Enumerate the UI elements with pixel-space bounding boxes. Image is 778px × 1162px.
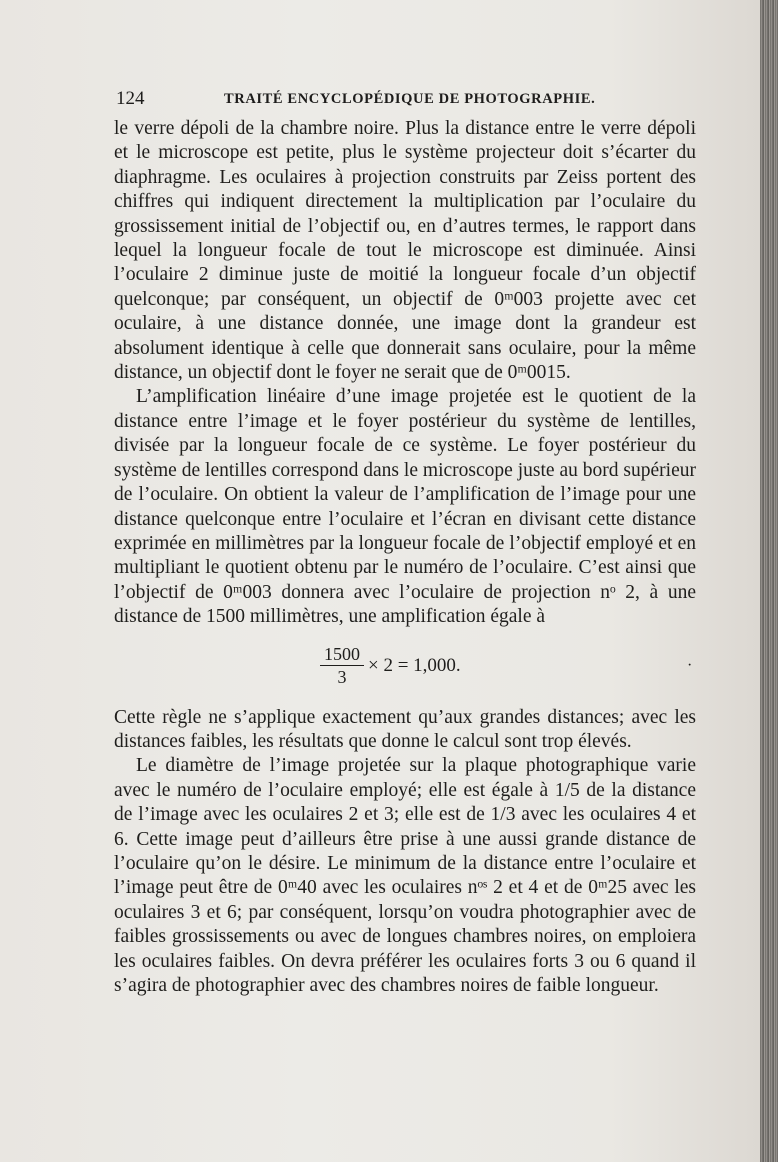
paragraph-2: L’amplification linéaire d’une image projetée est le quotient de la distance entre l’image et le foyer postérieur du système de lentilles, divisée par la longueur focale de ce système. Le foyer postérieur du système de lentilles correspond dans le microscope juste au bord supérieur de l’oculaire. On obtient la valeur de l’amplification de l’image pour une distance quelconque entre l’oculaire et l’écran en divisant cette distance exprimée en millimètres par la longueur focale de l’objectif employé et en multipliant le quotient obtenu par le numéro de l’oculaire. C’est ainsi que l’objectif de 0ᵐ003 donnera avec l’oculaire de projection nᵒ 2, à une distance de 1500 millimètres, une amplification égale à (114, 386, 696, 628)
formula-rest: × 2 = 1,000. (368, 654, 461, 676)
paragraph-3: Cette règle ne s’applique exactement qu’aux grandes distances; avec les distances faibles, les résultats que donne le calcul sont trop élevés. (114, 706, 696, 752)
amplification-formula (114, 630, 696, 706)
page-number: 124 (116, 88, 145, 109)
paragraph-1: le verre dépoli de la chambre noire. Plus la distance entre le verre dépoli et le microscope est petite, plus le système projecteur doit s’écarter du diaphragme. Les oculaires à projection construits par Zeiss portent des chiffres qui indiquent directement la multiplication par l’oculaire du grossissement initial de l’objectif ou, en d’autres termes, le rapport dans lequel la longueur focale de tout le microscope est diminuée. Ainsi l’oculaire 2 diminue juste de moitié la longueur focale d’un objectif quelconque; par conséquent, un objectif de 0ᵐ003 projette avec cet oculaire, à une distance donnée, une image dont la grandeur est absolument identique à celle que donnerait sans oculaire, pour la même distance, un objectif dont le foyer ne serait que de 0ᵐ0015. (114, 118, 696, 384)
formula-fraction (320, 644, 364, 687)
running-title: TRAITÉ ENCYCLOPÉDIQUE DE PHOTOGRAPHIE. (224, 91, 596, 107)
formula-denominator: 3 (337, 666, 347, 687)
stray-mark: · (687, 656, 693, 674)
page-block-edge (760, 0, 778, 1162)
body-text (114, 117, 696, 998)
page-header (116, 88, 696, 114)
paragraph-4: Le diamètre de l’image projetée sur la plaque photographique varie avec le numéro de l’oculaire employé; elle est égale à 1/5 de la distance de l’image avec les oculaires 2 et 3; elle est de 1/3 avec les oculaires 4 et 6. Cette image peut d’ailleurs être prise à une aussi grande distance de l’oculaire qu’on le désire. Le minimum de la distance entre l’oculaire et l’image peut être de 0ᵐ40 avec les oculaires nᵒˢ 2 et 4 et de 0ᵐ25 avec les oculaires 3 et 6; par conséquent, lorsqu’on voudra photographier avec de faibles grossissements ou avec de longues chambres noires, on emploiera les oculaires faibles. On devra préférer les oculaires forts 3 ou 6 quand il s’agira de photographier avec des chambres noires de faible longueur. (114, 755, 696, 996)
formula-numerator: 1500 (320, 644, 364, 666)
